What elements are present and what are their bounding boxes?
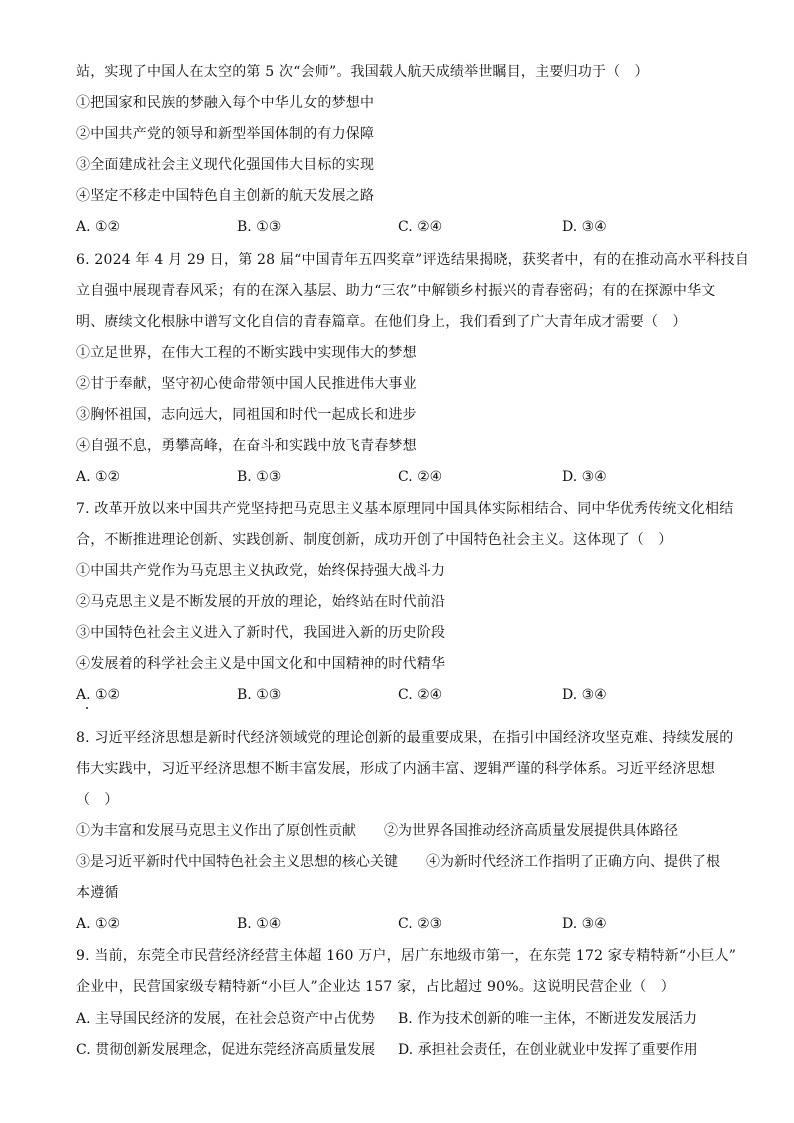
q7-item-4: ④发展着的科学社会主义是中国文化和中国精神的时代精华 bbox=[76, 656, 446, 672]
q6-item-3: ③胸怀祖国，志向远大，同祖国和时代一起成长和进步 bbox=[76, 407, 417, 423]
q5-item-3: ③全面建成社会主义现代化强国伟大目标的实现 bbox=[76, 157, 375, 173]
q9-stem-line-1: 9. 当前，东莞全市民营经济经营主体超 160 万户，居广东地级市第一，在东莞 172 家专精特新“小巨人” bbox=[76, 948, 737, 964]
q6-option-b: B. ①③ bbox=[237, 469, 282, 485]
q5-item-1: ①把国家和民族的梦融入每个中华儿女的梦想中 bbox=[76, 95, 375, 111]
q6-stem-line-1: 6. 2024 年 4 月 29 日，第 28 届“中国青年五四奖章”评选结果揭晓，获奖者中，有的在推动高水平科技自 bbox=[76, 252, 750, 268]
q8-item-4: ④为新时代经济工作指明了正确方向、提供了根 bbox=[426, 854, 720, 870]
q8-stem-line-1: 8. 习近平经济思想是新时代经济领域党的理论创新的最重要成果，在指引中国经济攻坚克难、持续发展的 bbox=[76, 730, 734, 746]
q6-option-d: D. ③④ bbox=[562, 469, 607, 485]
q5-item-4: ④坚定不移走中国特色自主创新的航天发展之路 bbox=[76, 188, 375, 204]
q5-option-a: A. ①② bbox=[76, 219, 121, 235]
q7-item-1: ①中国共产党作为马克思主义执政党，始终保持强大战斗力 bbox=[76, 563, 446, 579]
q8-option-d: D. ③④ bbox=[562, 916, 607, 932]
q9-option-c: C. 贯彻创新发展理念，促进东莞经济高质量发展 bbox=[76, 1042, 376, 1058]
stray-mark bbox=[86, 707, 88, 709]
q7-item-2: ②马克思主义是不断发展的开放的理论，始终站在时代前沿 bbox=[76, 594, 446, 610]
q7-option-c: C. ②④ bbox=[398, 687, 443, 703]
q8-option-c: C. ②③ bbox=[398, 916, 443, 932]
q6-stem-line-3: 明、赓续文化根脉中谱写文化自信的青春篇章。在他们身上，我们看到了广大青年成才需要（ ） bbox=[76, 314, 687, 330]
q7-stem-line-1: 7. 改革开放以来中国共产党坚持把马克思主义基本原理同中国具体实际相结合、同中华优秀传统文化相结 bbox=[76, 501, 734, 517]
q8-stem-line-2: 伟大实践中，习近平经济思想不断丰富发展，形成了内涵丰富、逻辑严谨的科学体系。习近平经济思想 bbox=[76, 761, 715, 777]
q8-item-2: ②为世界各国推动经济高质量发展提供具体路径 bbox=[384, 823, 678, 839]
q5-option-c: C. ②④ bbox=[398, 219, 443, 235]
q6-stem-line-2: 立自强中展现青春风采；有的在深入基层、助力“三农”中解锁乡村振兴的青春密码；有的在探源中华文 bbox=[76, 283, 716, 299]
q7-item-3: ③中国特色社会主义进入了新时代，我国进入新的历史阶段 bbox=[76, 625, 446, 641]
q8-stem-line-3: （ ） bbox=[76, 792, 119, 808]
q5-item-2: ②中国共产党的领导和新型举国体制的有力保障 bbox=[76, 126, 375, 142]
q5-option-d: D. ③④ bbox=[562, 219, 607, 235]
q6-option-a: A. ①② bbox=[76, 469, 121, 485]
q8-option-a: A. ①② bbox=[76, 916, 121, 932]
q9-option-a: A. 主导国民经济的发展，在社会总资产中占优势 bbox=[76, 1011, 376, 1027]
q6-option-c: C. ②④ bbox=[398, 469, 443, 485]
q6-item-1: ①立足世界，在伟大工程的不断实践中实现伟大的梦想 bbox=[76, 345, 417, 361]
q8-item-3: ③是习近平新时代中国特色社会主义思想的核心关键 bbox=[76, 854, 398, 870]
q9-option-b: B. 作为技术创新的唯一主体，不断迸发发展活力 bbox=[398, 1011, 698, 1027]
q8-item-1: ①为丰富和发展马克思主义作出了原创性贡献 bbox=[76, 823, 356, 839]
q7-option-a: A. ①② bbox=[76, 687, 121, 703]
q9-option-d: D. 承担社会责任，在创业就业中发挥了重要作用 bbox=[398, 1042, 698, 1058]
q7-option-d: D. ③④ bbox=[562, 687, 607, 703]
q5-stem: 站，实现了中国人在太空的第 5 次“会师”。我国载人航天成绩举世瞩目，主要归功于（ ） bbox=[76, 64, 649, 80]
q6-item-4: ④自强不息，勇攀高峰，在奋斗和实践中放飞青春梦想 bbox=[76, 438, 417, 454]
q8-option-b: B. ①④ bbox=[237, 916, 282, 932]
q9-stem-line-2: 企业中，民营国家级专精特新“小巨人”企业达 157 家，占比超过 90%。这说明民营企业（ ） bbox=[76, 979, 675, 995]
q7-stem-line-2: 合，不断推进理论创新、实践创新、制度创新，成功开创了中国特色社会主义。这体现了（ ） bbox=[76, 532, 673, 548]
q7-option-b: B. ①③ bbox=[237, 687, 282, 703]
q5-option-b: B. ①③ bbox=[237, 219, 282, 235]
q8-item-4-cont: 本遵循 bbox=[76, 885, 119, 901]
q6-item-2: ②甘于奉献，坚守初心使命带领中国人民推进伟大事业 bbox=[76, 376, 417, 392]
